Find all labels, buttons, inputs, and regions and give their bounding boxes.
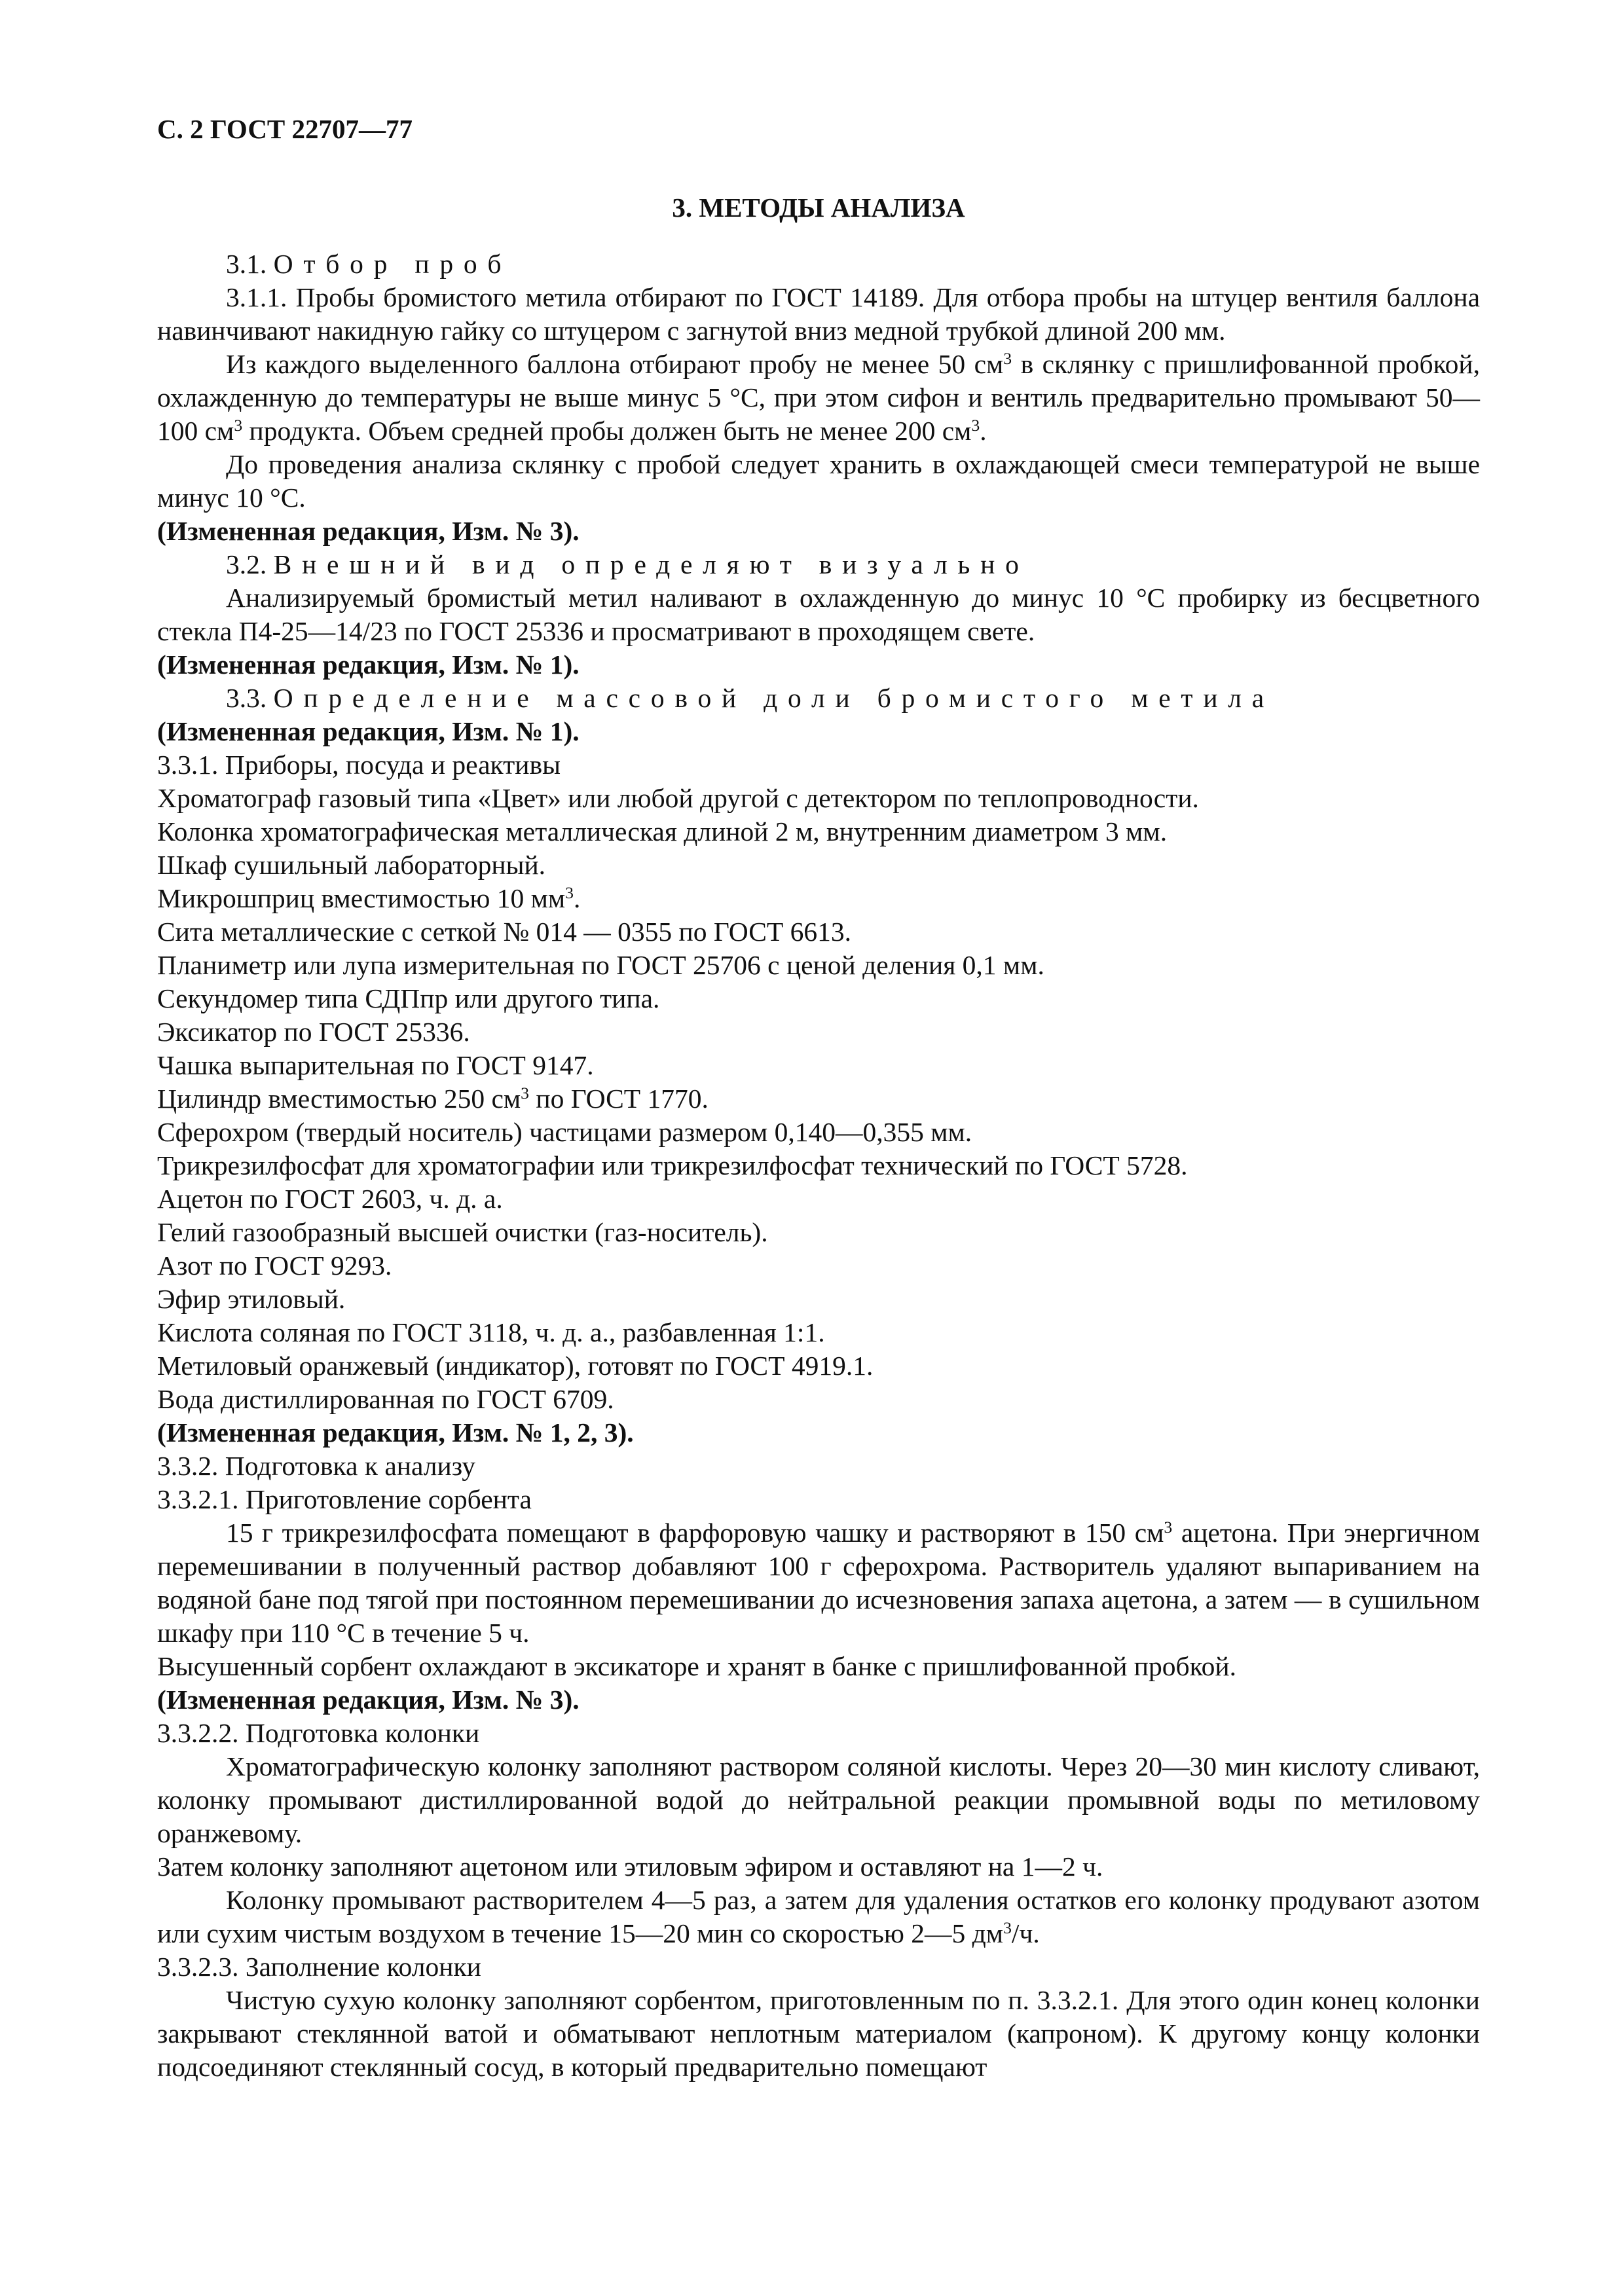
equipment-item: Секундомер типа СДПпр или другого типа. xyxy=(157,983,660,1013)
paragraph-3-3-2: 3.3.2. Подготовка к анализу xyxy=(157,1451,475,1481)
text-span: . xyxy=(574,883,581,913)
equipment-item: Колонка хроматографическая металлическая длиной 2 м, внутренним диаметром 3 мм. xyxy=(157,816,1168,847)
equipment-item: Чашка выпарительная по ГОСТ 9147. xyxy=(157,1050,594,1080)
text-span: ацетона. При энергичном перемешивании в полученный раствор добавляют 100 г сферохрома. Растворитель удаляют выпариванием на водяной бане под тягой при постоянном перемешивании до исчезновения запаха ацетона, а затем — в сушильном шкафу при 110 °С в течение 5 ч. xyxy=(157,1518,1480,1648)
equipment-item: Трикрезилфосфат для хроматографии или трикрезилфосфат технический по ГОСТ 5728. xyxy=(157,1150,1188,1180)
text-span: /ч. xyxy=(1011,1918,1040,1948)
amendment-note: (Измененная редакция, Изм. № 1). xyxy=(157,649,580,680)
superscript: 3 xyxy=(1003,348,1012,368)
equipment-item: Вода дистиллированная по ГОСТ 6709. xyxy=(157,1384,614,1414)
amendment-note: (Измененная редакция, Изм. № 1). xyxy=(157,716,580,746)
paragraph-3-1-1: 3.1.1. Пробы бромистого метила отбирают по ГОСТ 14189. Для отбора пробы на штуцер вентиля баллона навинчивают накидную гайку со штуцером с загнутой вниз медной трубкой длиной 200 мм. xyxy=(157,282,1480,346)
equipment-item xyxy=(157,1082,1480,1116)
equipment-item: Сферохром (твердый носитель) частицами размером 0,140—0,355 мм. xyxy=(157,1117,972,1147)
equipment-item: Планиметр или лупа измерительная по ГОСТ 25706 с ценой деления 0,1 мм. xyxy=(157,950,1044,980)
paragraph-column-acid: Хроматографическую колонку заполняют раствором соляной кислоты. Через 20—30 мин кислоту сливают, колонку промывают дистиллированной водой до нейтральной реакции промывной воды по метиловому оранжевому. xyxy=(157,1751,1480,1848)
spaced-heading: Внешний вид определяют визуально xyxy=(273,549,1029,579)
amendment-note: (Измененная редакция, Изм. № 3). xyxy=(157,516,580,546)
superscript: 3 xyxy=(565,883,574,902)
equipment-item: Кислота соляная по ГОСТ 3118, ч. д. а., разбавленная 1:1. xyxy=(157,1317,825,1347)
text-span: по ГОСТ 1770. xyxy=(528,1084,709,1114)
paragraph-3-3-2-1: 3.3.2.1. Приготовление сорбента xyxy=(157,1484,532,1514)
equipment-item: Сита металлические с сеткой № 014 — 0355 по ГОСТ 6613. xyxy=(157,917,852,947)
text-span: в склянку с пришлифованной пробкой, охлажденную до температуры не выше минус 5 °С, при этом сифон и вентиль предварительно промывают 50—100 см xyxy=(157,349,1480,446)
equipment-item xyxy=(157,882,1480,915)
text-span: Колонку промывают растворителем 4—5 раз, а затем для удаления остатков его колонку продувают азотом или сухим чистым воздухом в течение 15—20 мин со скоростью 2—5 дм xyxy=(157,1885,1480,1948)
equipment-item: Эфир этиловый. xyxy=(157,1284,346,1314)
equipment-item: Гелий газообразный высшей очистки (газ-носитель). xyxy=(157,1217,768,1247)
page-header: С. 2 ГОСТ 22707—77 xyxy=(157,114,413,144)
spaced-heading: Определение массовой доли бромистого метила xyxy=(273,683,1274,713)
equipment-item: Шкаф сушильный лабораторный. xyxy=(157,850,546,880)
clause-number: 3.2. xyxy=(226,549,267,579)
text-span: 15 г трикрезилфосфата помещают в фарфоровую чашку и растворяют в 150 см xyxy=(226,1518,1164,1548)
paragraph-3-3-1: 3.3.1. Приборы, посуда и реактивы xyxy=(157,750,561,780)
equipment-item: Азот по ГОСТ 9293. xyxy=(157,1250,392,1281)
equipment-item: Ацетон по ГОСТ 2603, ч. д. а. xyxy=(157,1184,503,1214)
subsection-heading-3-3 xyxy=(157,682,1480,715)
superscript: 3 xyxy=(1164,1517,1173,1537)
equipment-item: Эксикатор по ГОСТ 25336. xyxy=(157,1017,470,1047)
text-span: Цилиндр вместимостью 250 см xyxy=(157,1084,521,1114)
paragraph-3-3-2-2: 3.3.2.2. Подготовка колонки xyxy=(157,1718,480,1748)
paragraph-column-filling: Чистую сухую колонку заполняют сорбентом, приготовленным по п. 3.3.2.1. Для этого один конец колонки закрывают стеклянной ватой и обматывают неплотным материалом (капроном). К другому концу колонки подсоединяют стеклянный сосуд, в который предварительно помещают xyxy=(157,1985,1480,2082)
paragraph-sample-volume xyxy=(157,348,1480,448)
clause-number: 3.3. xyxy=(226,683,267,713)
document-body xyxy=(157,247,1480,2084)
paragraph-storage: До проведения анализа склянку с пробой следует хранить в охлаждающей смеси температурой не выше минус 10 °С. xyxy=(157,449,1480,513)
text-span: продукта. Объем средней пробы должен быть не менее 200 см xyxy=(242,416,972,446)
paragraph-3-3-2-3: 3.3.2.3. Заполнение колонки xyxy=(157,1952,481,1982)
amendment-note: (Измененная редакция, Изм. № 3). xyxy=(157,1685,580,1715)
superscript: 3 xyxy=(1003,1918,1012,1937)
equipment-item: Хроматограф газовый типа «Цвет» или любой другой с детектором по теплопроводности. xyxy=(157,783,1199,813)
paragraph-column-acetone: Затем колонку заполняют ацетоном или этиловым эфиром и оставляют на 1—2 ч. xyxy=(157,1851,1103,1882)
paragraph-column-rinse xyxy=(157,1884,1480,1950)
text-span: . xyxy=(980,416,987,446)
subsection-heading-3-1 xyxy=(157,247,1480,281)
superscript: 3 xyxy=(971,415,980,435)
paragraph-3-2-text: Анализируемый бромистый метил наливают в охлажденную до минус 10 °С пробирку из бесцветного стекла П4-25—14/23 по ГОСТ 25336 и просматривают в проходящем свете. xyxy=(157,583,1480,646)
clause-number: 3.1. xyxy=(226,249,267,279)
superscript: 3 xyxy=(234,415,243,435)
paragraph-sorbent-storage: Высушенный сорбент охлаждают в эксикаторе и хранят в банке с пришлифованной пробкой. xyxy=(157,1651,1237,1681)
spaced-heading: Отбор проб xyxy=(273,249,512,279)
subsection-heading-3-2 xyxy=(157,548,1480,581)
superscript: 3 xyxy=(521,1083,529,1102)
paragraph-sorbent-preparation xyxy=(157,1516,1480,1650)
text-span: Из каждого выделенного баллона отбирают пробу не менее 50 см xyxy=(226,349,1004,379)
amendment-note: (Измененная редакция, Изм. № 1, 2, 3). xyxy=(157,1417,634,1448)
text-span: Микрошприц вместимостью 10 мм xyxy=(157,883,566,913)
equipment-item: Метиловый оранжевый (индикатор), готовят по ГОСТ 4919.1. xyxy=(157,1351,874,1381)
section-title: 3. МЕТОДЫ АНАЛИЗА xyxy=(672,192,965,223)
